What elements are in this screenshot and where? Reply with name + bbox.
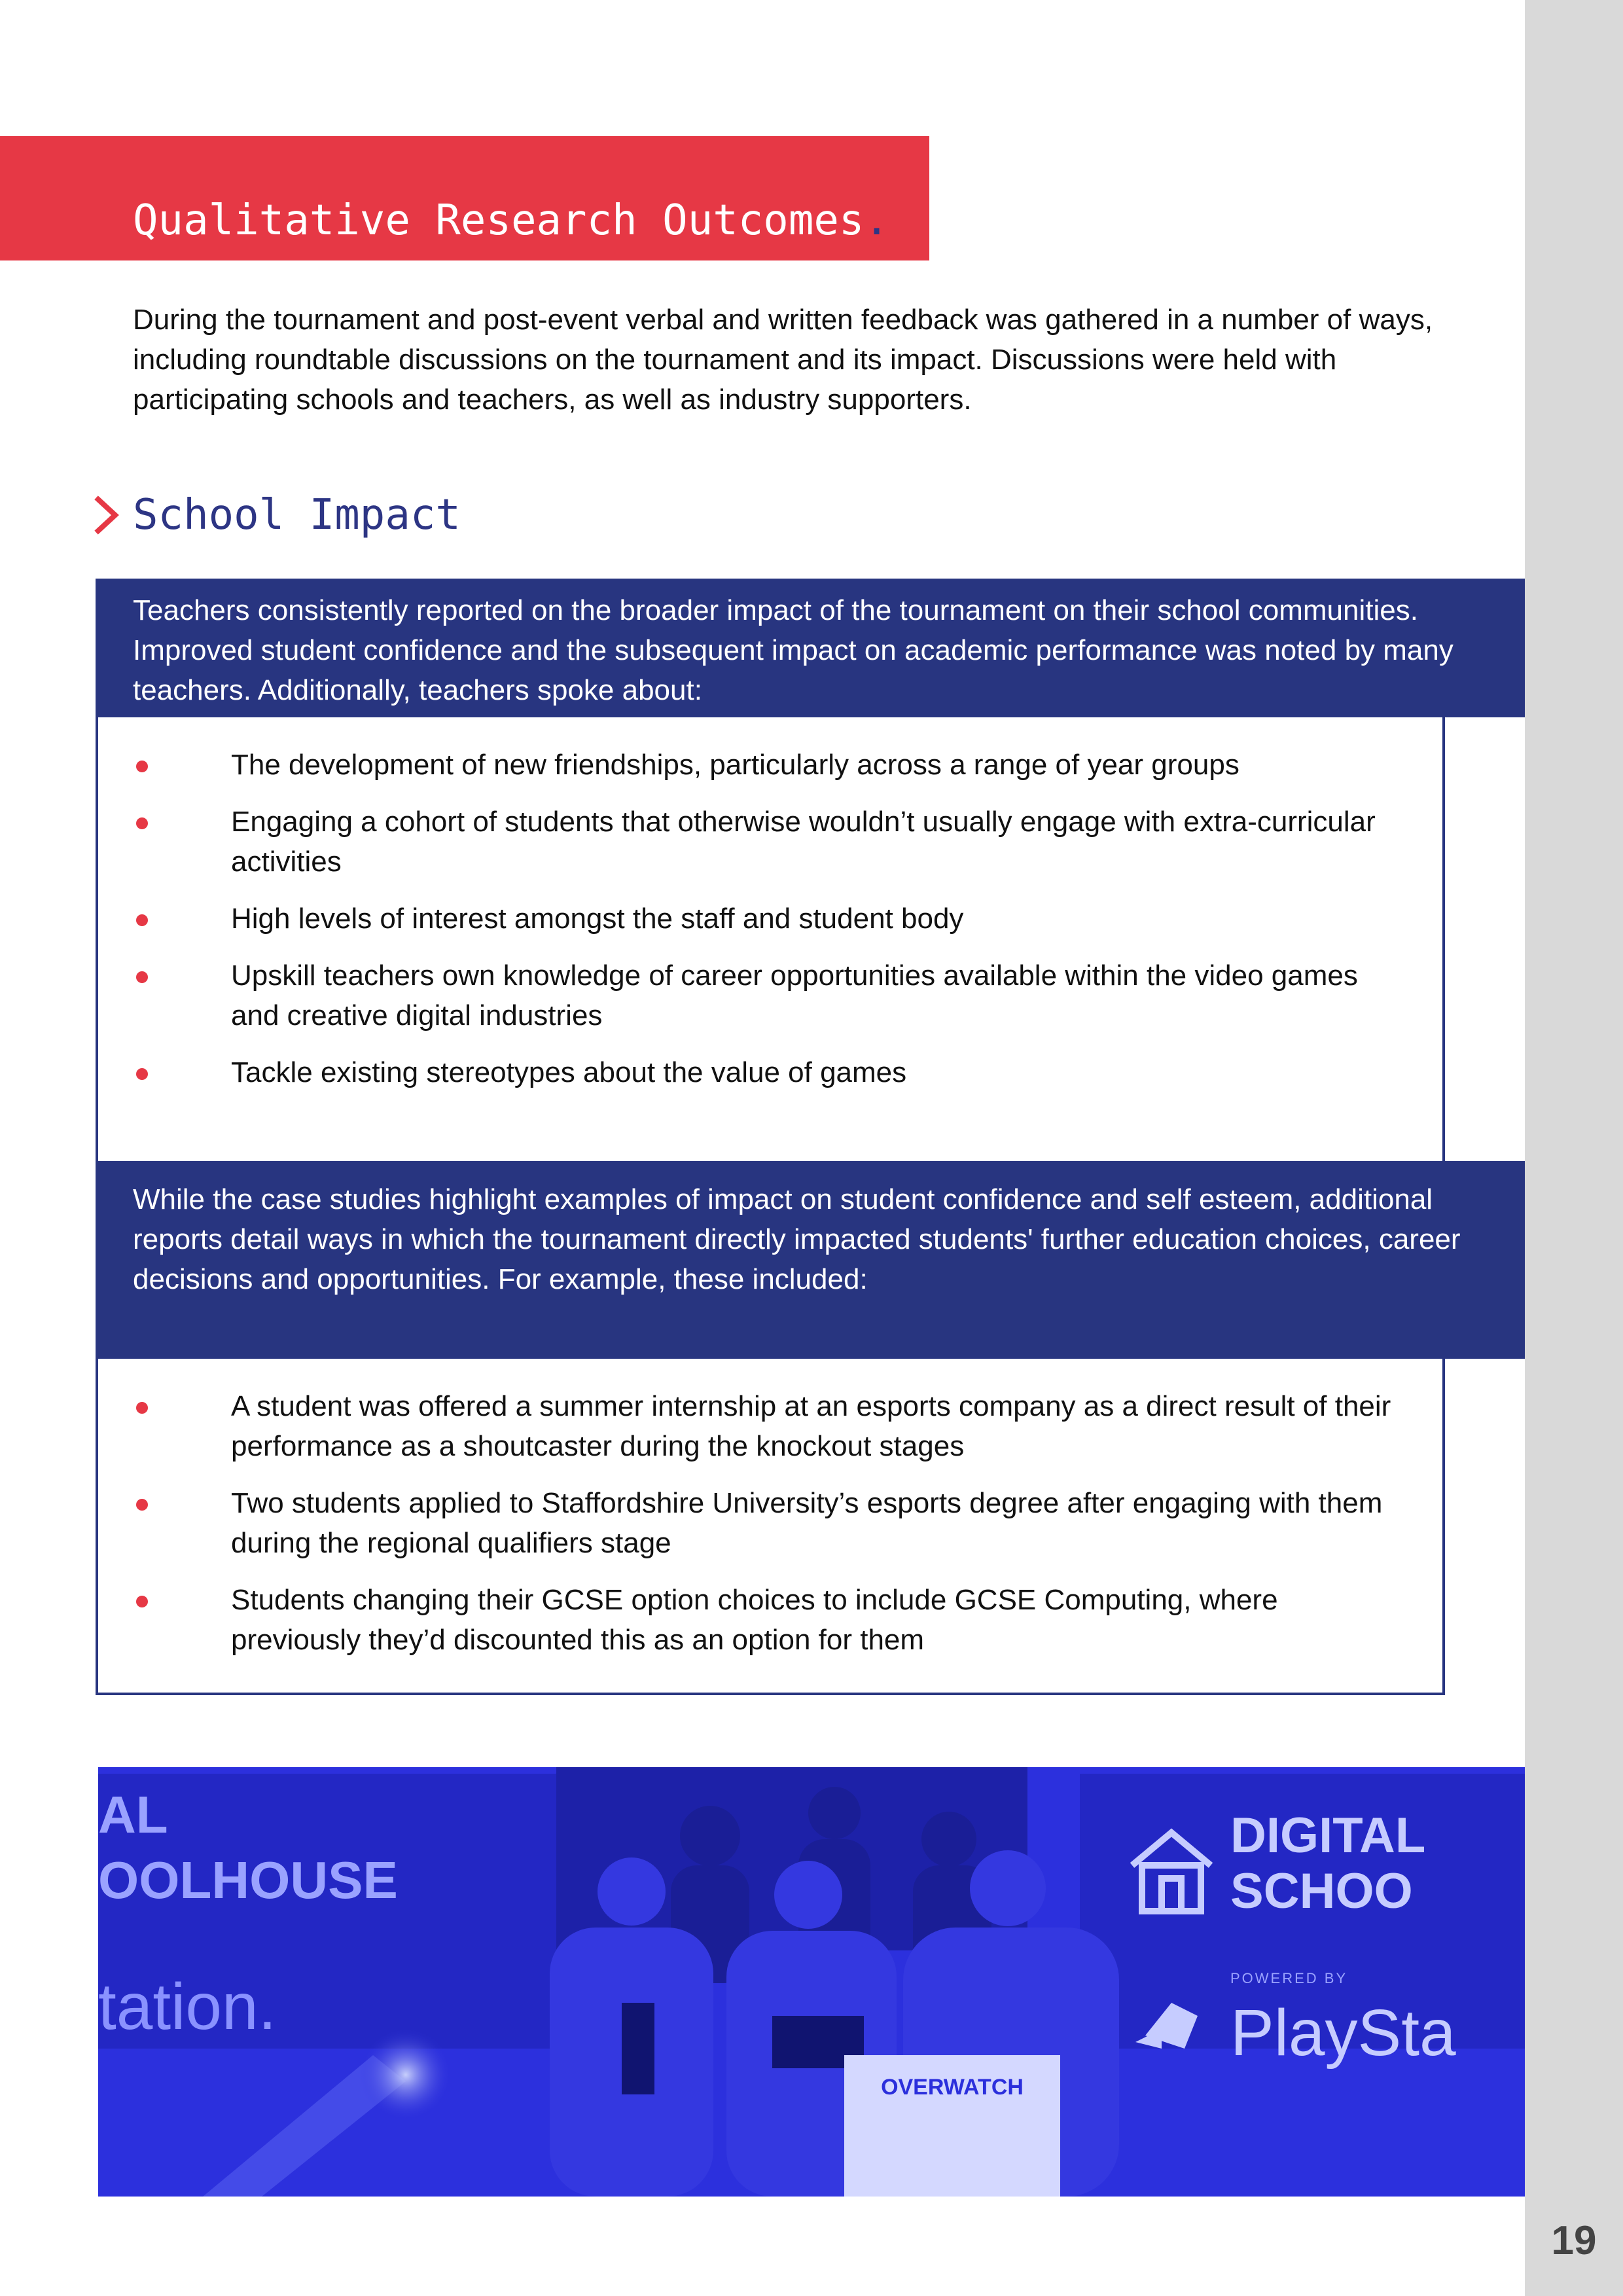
- list-item: [133, 899, 1409, 939]
- list-item: [133, 1580, 1409, 1660]
- list-item-text: Engaging a cohort of students that otherwise wouldn’t usually engage with extra-curricular activities: [231, 806, 1376, 878]
- list-item-text: High levels of interest amongst the staff and student body: [231, 903, 964, 935]
- brand-text: PlaySta: [1230, 1996, 1456, 2070]
- bullet-icon: [136, 914, 148, 926]
- list-item-text: A student was offered a summer internship at an esports company as a direct result of their performance as a shoutcaster during the knockout stages: [231, 1390, 1391, 1462]
- student-impact-intro: While the case studies highlight examples of impact on student confidence and self esteem, additional reports detail ways in which the tournament directly impacted students' further education choices, career decisions and opportunities. For example, these included:: [96, 1161, 1525, 1359]
- teacher-feedback-list: [133, 745, 1409, 1109]
- list-item-text: The development of new friendships, particularly across a range of year groups: [231, 749, 1240, 781]
- sign-left-line1: AL: [98, 1785, 168, 1844]
- section-title: School Impact: [133, 491, 461, 539]
- poster-text: OVERWATCH: [881, 2075, 1024, 2100]
- list-item-text: Upskill teachers own knowledge of career opportunities available within the video games and creative digital industries: [231, 960, 1358, 1031]
- page-title-dot: .: [864, 196, 889, 245]
- bullet-icon: [136, 761, 148, 772]
- powered-by-text: POWERED BY: [1230, 1970, 1348, 1986]
- teacher-feedback-intro: Teachers consistently reported on the broader impact of the tournament on their school communities. Improved student confidence and the subsequent impact on academic performance was noted by many teachers. Additionally, teachers spoke about:: [96, 579, 1525, 717]
- list-item: [133, 1386, 1409, 1466]
- list-item-text: Tackle existing stereotypes about the value of games: [231, 1056, 907, 1088]
- chevron-right-icon: [92, 495, 124, 535]
- intro-paragraph: During the tournament and post-event verbal and written feedback was gathered in a number of ways, including roundtable discussions on the tournament and its impact. Discussions were held with participating schools and teachers, as well as industry supporters.: [133, 304, 1433, 416]
- list-item: [133, 1052, 1409, 1092]
- bullet-icon: [136, 971, 148, 983]
- list-item: [133, 956, 1409, 1035]
- bullet-icon: [136, 1596, 148, 1607]
- event-photo: [98, 1767, 1525, 2197]
- bullet-icon: [136, 1068, 148, 1080]
- page-number: 19: [1551, 2218, 1597, 2263]
- list-item: [133, 745, 1409, 785]
- list-item: [133, 1483, 1409, 1563]
- page-title: [133, 196, 889, 245]
- sign-right-line2: SCHOO: [1230, 1863, 1413, 1919]
- sign-right-line1: DIGITAL: [1230, 1808, 1426, 1863]
- list-item-text: Two students applied to Staffordshire University’s esports degree after engaging with them during the regional qualifiers stage: [231, 1487, 1383, 1559]
- event-photo-illustration: [98, 1767, 1525, 2197]
- page-margin-bar: [1525, 0, 1623, 2296]
- page-title-text: Qualitative Research Outcomes: [133, 196, 865, 245]
- bullet-icon: [136, 1499, 148, 1511]
- student-impact-list: [133, 1386, 1409, 1677]
- bullet-icon: [136, 817, 148, 829]
- sign-left-line2: OOLHOUSE: [98, 1851, 398, 1909]
- bullet-icon: [136, 1402, 148, 1414]
- sign-left-line3: tation.: [98, 1970, 277, 2043]
- list-item: [133, 802, 1409, 882]
- list-item-text: Students changing their GCSE option choices to include GCSE Computing, where previously they’d discounted this as an option for them: [231, 1584, 1278, 1656]
